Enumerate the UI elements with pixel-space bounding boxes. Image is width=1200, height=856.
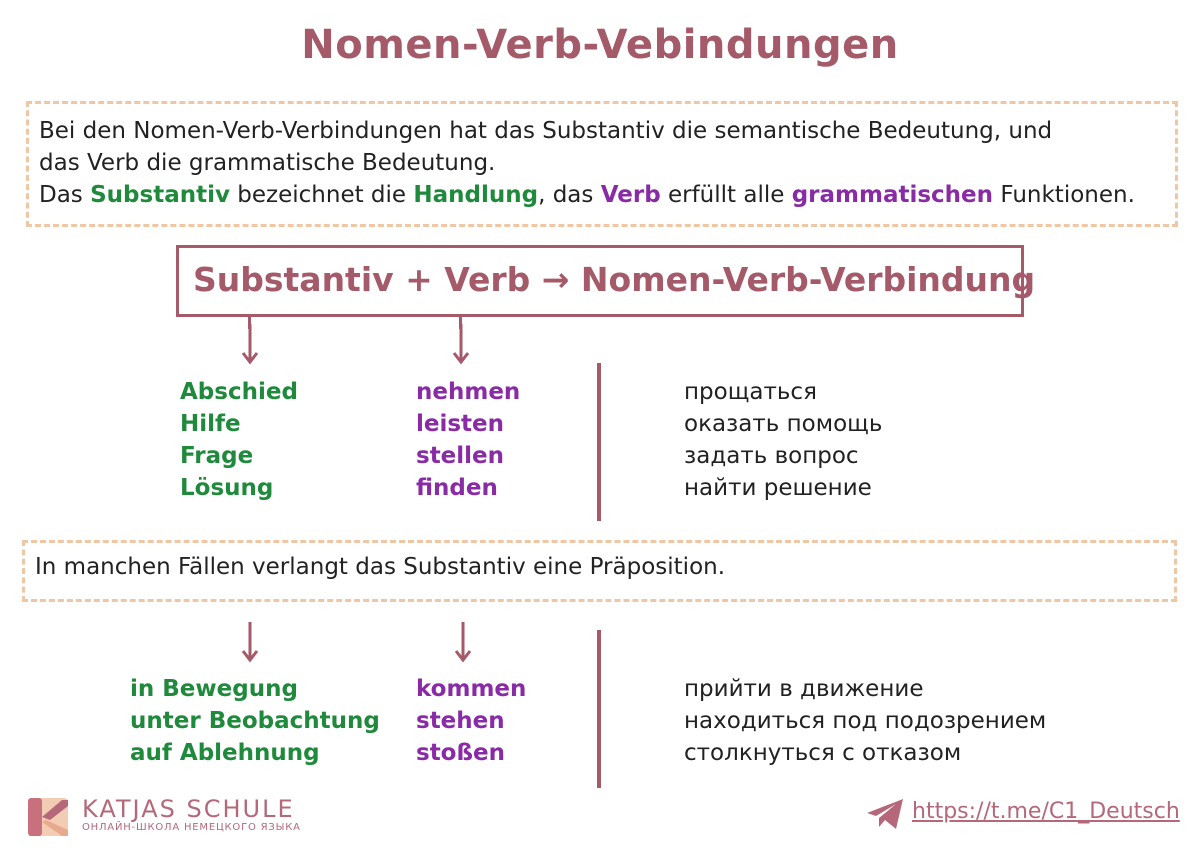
noun-phrase: unter Beobachtung bbox=[130, 708, 380, 734]
highlight-verb: Verb bbox=[600, 182, 661, 208]
verb-word: finden bbox=[416, 475, 498, 501]
verb-word: stoßen bbox=[416, 740, 506, 766]
intro-line-1: Bei den Nomen-Verb-Verbindungen hat das Substantiv die semantische Bedeutung, und bbox=[39, 118, 1053, 144]
divider-line bbox=[597, 363, 601, 521]
intro-text: Das bbox=[39, 182, 91, 208]
noun-word: Hilfe bbox=[180, 411, 241, 437]
arrow-down-icon bbox=[240, 322, 260, 366]
verb-word: leisten bbox=[416, 411, 505, 437]
telegram-icon[interactable] bbox=[866, 797, 904, 831]
translation: столкнуться с отказом bbox=[684, 740, 962, 766]
noun-word: Abschied bbox=[180, 379, 298, 405]
intro-text: , das bbox=[538, 182, 601, 208]
translation: находиться под подозрением bbox=[684, 708, 1047, 734]
highlight-substantiv: Substantiv bbox=[90, 182, 230, 208]
arrow-down-icon bbox=[453, 620, 473, 664]
noun-phrase: in Bewegung bbox=[130, 676, 298, 702]
brand-name: KATJAS SCHULE bbox=[82, 795, 295, 823]
translation: найти решение bbox=[684, 475, 872, 501]
verb-word: nehmen bbox=[416, 379, 521, 405]
katjas-schule-logo-icon bbox=[28, 798, 68, 836]
preposition-note: In manchen Fällen verlangt das Substantiv eine Präposition. bbox=[35, 554, 726, 580]
arrow-down-icon bbox=[451, 322, 471, 366]
translation: оказать помощь bbox=[684, 411, 883, 437]
highlight-grammatischen: grammatischen bbox=[791, 182, 994, 208]
intro-box bbox=[26, 101, 1178, 227]
page-title: Nomen-Verb-Vebindungen bbox=[301, 22, 899, 68]
verb-word: kommen bbox=[416, 676, 527, 702]
intro-text: Funktionen. bbox=[993, 182, 1135, 208]
translation: задать вопрос bbox=[684, 443, 859, 469]
intro-text: bezeichnet die bbox=[229, 182, 414, 208]
brand-tagline: ОНЛАЙН-ШКОЛА НЕМЕЦКОГО ЯЗЫКА bbox=[82, 822, 301, 833]
preposition-note-box bbox=[22, 540, 1177, 602]
translation: прощаться bbox=[684, 379, 817, 405]
divider-line bbox=[597, 630, 601, 788]
noun-word: Frage bbox=[180, 443, 254, 469]
noun-word: Lösung bbox=[180, 475, 274, 501]
verb-word: stehen bbox=[416, 708, 505, 734]
noun-phrase: auf Ablehnung bbox=[130, 740, 320, 766]
arrow-down-icon bbox=[240, 620, 260, 664]
translation: прийти в движение bbox=[684, 676, 924, 702]
intro-text: erfüllt alle bbox=[660, 182, 792, 208]
formula-box bbox=[176, 245, 1036, 317]
formula-text: Substantiv + Verb → Nomen-Verb-Verbindung bbox=[193, 260, 1036, 299]
intro-line-3 bbox=[39, 182, 1135, 208]
telegram-link[interactable]: https://t.me/C1_Deutsch bbox=[912, 799, 1180, 824]
highlight-handlung: Handlung bbox=[413, 182, 539, 208]
verb-word: stellen bbox=[416, 443, 505, 469]
intro-line-2: das Verb die grammatische Bedeutung. bbox=[39, 150, 496, 176]
